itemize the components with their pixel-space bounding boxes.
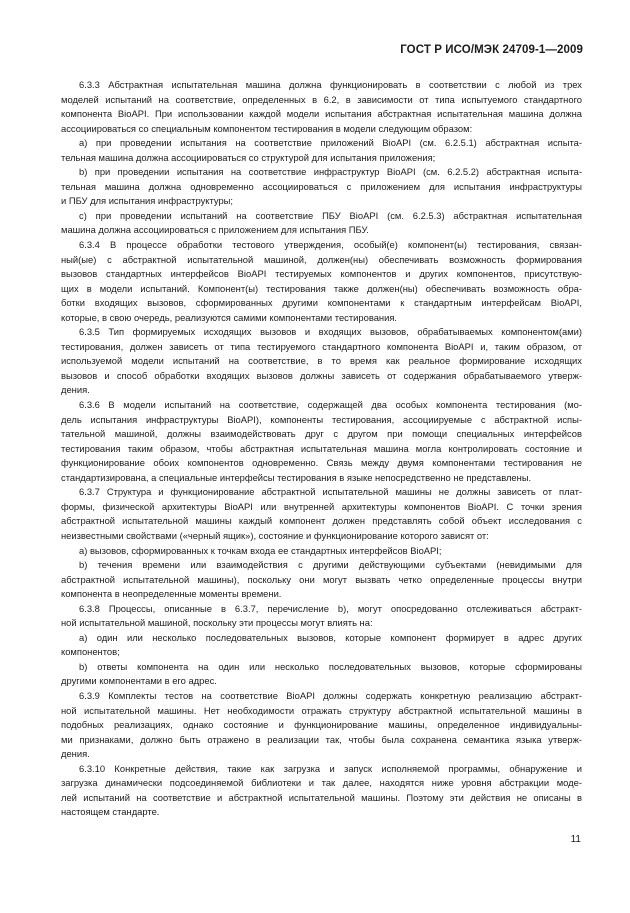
text-line: машина должна ассоциироваться с приложением для испытания ПБУ. bbox=[61, 224, 369, 236]
text-line: компонента в неопределенные моменты времени. bbox=[61, 588, 282, 600]
text-line: 6.3.4 В процессе обработки тестового утверждения, особый(е) компонент(ы) тестирования, связан- bbox=[79, 239, 582, 251]
text-line: c) при проведении испытаний на соответствие ПБУ BioAPI (см. 6.2.5.3) абстрактная испытательная bbox=[79, 209, 582, 221]
text-line: 6.3.3 Абстрактная испытательная машина должна функционировать в соответствии с любой из трех bbox=[79, 79, 582, 90]
text-line: ный(ые) с абстрактной испытательной машиной, должен(ны) обеспечивать возможность формирования bbox=[61, 253, 582, 265]
text-line: a) один или несколько последовательных вызовов, которые компонент формирует в адрес других bbox=[79, 631, 582, 643]
text-line: ассоциироваться со специальным компонентом тестирования в модели следующим образом: bbox=[61, 122, 473, 134]
page-number: 11 bbox=[570, 834, 581, 845]
text-line: тестирования, должен зависеть от типа тестируемого стандартного компонента BioAPI и, таким образом, от bbox=[61, 340, 582, 352]
text-line: 6.3.8 Процессы, описанные в 6.3.7, перечисление b), могут опосредованно отслеживаться абстракт- bbox=[79, 602, 582, 614]
text-line: ми признаками, должно быть отражено в реализации так, чтобы была сохранена семантика языка утверж- bbox=[61, 733, 582, 745]
text-line: 6.3.7 Структура и функционирование абстрактной испытательной машины не должны зависеть от плат- bbox=[79, 486, 582, 498]
text-line: абстрактной испытательной машины), поскольку они могут вызвать четко определенные процессы внутри bbox=[61, 573, 582, 585]
text-line: дель испытания инфраструктуры BioAPI), компоненты тестирования, ассоциируемые с абстрактной испы- bbox=[61, 413, 582, 425]
text-line: неизвестными свойствами («черный ящик»), состояние и функционирование которого зависят от: bbox=[61, 529, 489, 541]
text-line: стандартизирована, а специальные интерфейсы тестирования в языке непосредственно не представлены. bbox=[61, 471, 532, 483]
text-line: компонента BioAPI. При использовании каждой модели испытания абстрактная испытательная машина должна bbox=[61, 108, 582, 120]
text-line: 6.3.9 Комплекты тестов на соответствие BioAPI должны содержать конкретную реализацию абстракт- bbox=[79, 689, 582, 701]
text-line: лей испытаний на соответствие и абстрактной испытательной машины. Поэтому эти действия не описаны в bbox=[61, 791, 582, 803]
text-line: ной испытательной машиной, поскольку эти процессы могут влиять на: bbox=[61, 617, 373, 629]
text-line: загрузка динамически подсоединяемой библиотеки и так далее, находятся ниже уровня абстракции моде- bbox=[61, 777, 582, 789]
text-line: тестирования таким образом, чтобы абстрактная испытательная машина могла контролировать состояние и bbox=[61, 442, 582, 454]
text-line: другими компонентами в его адрес. bbox=[61, 675, 217, 687]
standard-designation: ГОСТ Р ИСО/МЭК 24709-1—2009 bbox=[400, 44, 583, 56]
text-line: которые, в свою очередь, реализуются самими компонентами тестирования. bbox=[61, 311, 398, 323]
text-line: моделей испытаний на соответствие, определенных в 6.2, в зависимости от типа испытуемого стандартного bbox=[61, 93, 582, 105]
text-line: дения. bbox=[61, 748, 90, 760]
text-line: 6.3.5 Тип формируемых исходящих вызовов и входящих вызовов, обрабатываемых компонентом(ами) bbox=[79, 326, 582, 338]
text-line: b) ответы компонента на один или несколько последовательных вызовов, которые сформированы bbox=[79, 660, 582, 672]
document-body bbox=[61, 78, 582, 820]
text-line: a) вызовов, сформированных к точкам входа ее стандартных интерфейсов BioAPI; bbox=[79, 544, 442, 556]
text-line: тельная машина должна одновременно ассоциироваться с приложением для испытания инфраструктуры bbox=[61, 180, 582, 192]
text-line: подобных реализациях, однако состояние и функционирование машины, определенное индивидуальны- bbox=[61, 719, 582, 731]
text-line: ной испытательной машины. Нет необходимости отражать структуру абстрактной испытательной машины в bbox=[61, 704, 582, 716]
text-line: дения. bbox=[61, 384, 90, 396]
text-line: 6.3.6 В модели испытаний на соответствие, содержащей два особых компонента тестирования (мо- bbox=[79, 399, 582, 411]
text-line: ботки входящих вызовов, сформированных другими компонентами к стандартным интерфейсам BioAPI, bbox=[61, 297, 582, 309]
text-line: тельная машина должна ассоциироваться со структурой для испытания приложения; bbox=[61, 151, 436, 163]
text-line: вызовов и способ обработки входящих вызовов должны зависеть от содержания обрабатываемого утверж- bbox=[61, 369, 582, 381]
text-line: настоящем стандарте. bbox=[61, 806, 160, 818]
text-line: вызовов стандартных интерфейсов BioAPI тестируемых компонентов и других компонентов, присутствую- bbox=[61, 268, 582, 280]
text-line: и ПБУ для испытания инфраструктуры; bbox=[61, 195, 234, 207]
text-line: используемой модели испытаний на соответствие, в то время как реальное формирование исходящих bbox=[61, 355, 582, 367]
text-line: a) при проведении испытания на соответствие приложений BioAPI (см. 6.2.5.1) абстрактная испыта- bbox=[79, 137, 582, 149]
text-line: тательной машиной, должны взаимодействовать друг с другом при помощи специальных интерфейсов bbox=[61, 428, 582, 440]
text-line: b) при проведении испытания на соответствие инфраструктур BioAPI (см. 6.2.5.2) абстрактная испыта- bbox=[79, 166, 582, 178]
text-line: функционирование обоих компонентов одновременно. Связь между двумя компонентами тестирования не bbox=[61, 457, 582, 469]
text-line: b) течения времени или взаимодействия с другими действующими субъектами (невидимыми для bbox=[79, 559, 582, 571]
text-line: компонентов; bbox=[61, 646, 120, 658]
text-line: 6.3.10 Конкретные действия, такие как загрузка и запуск исполняемой программы, обнаружение и bbox=[79, 762, 582, 774]
text-line: формы, физической архитектуры BioAPI или внутренней архитектуры компонентов BioAPI. С точки зрения bbox=[61, 500, 582, 512]
text-line: щих в модели испытаний. Компонент(ы) тестирования также должен(ны) обеспечивать возможность обра- bbox=[61, 282, 582, 294]
text-line: абстрактной испытательной машины каждый компонент должен представлять собой объект исследования с bbox=[61, 515, 582, 527]
